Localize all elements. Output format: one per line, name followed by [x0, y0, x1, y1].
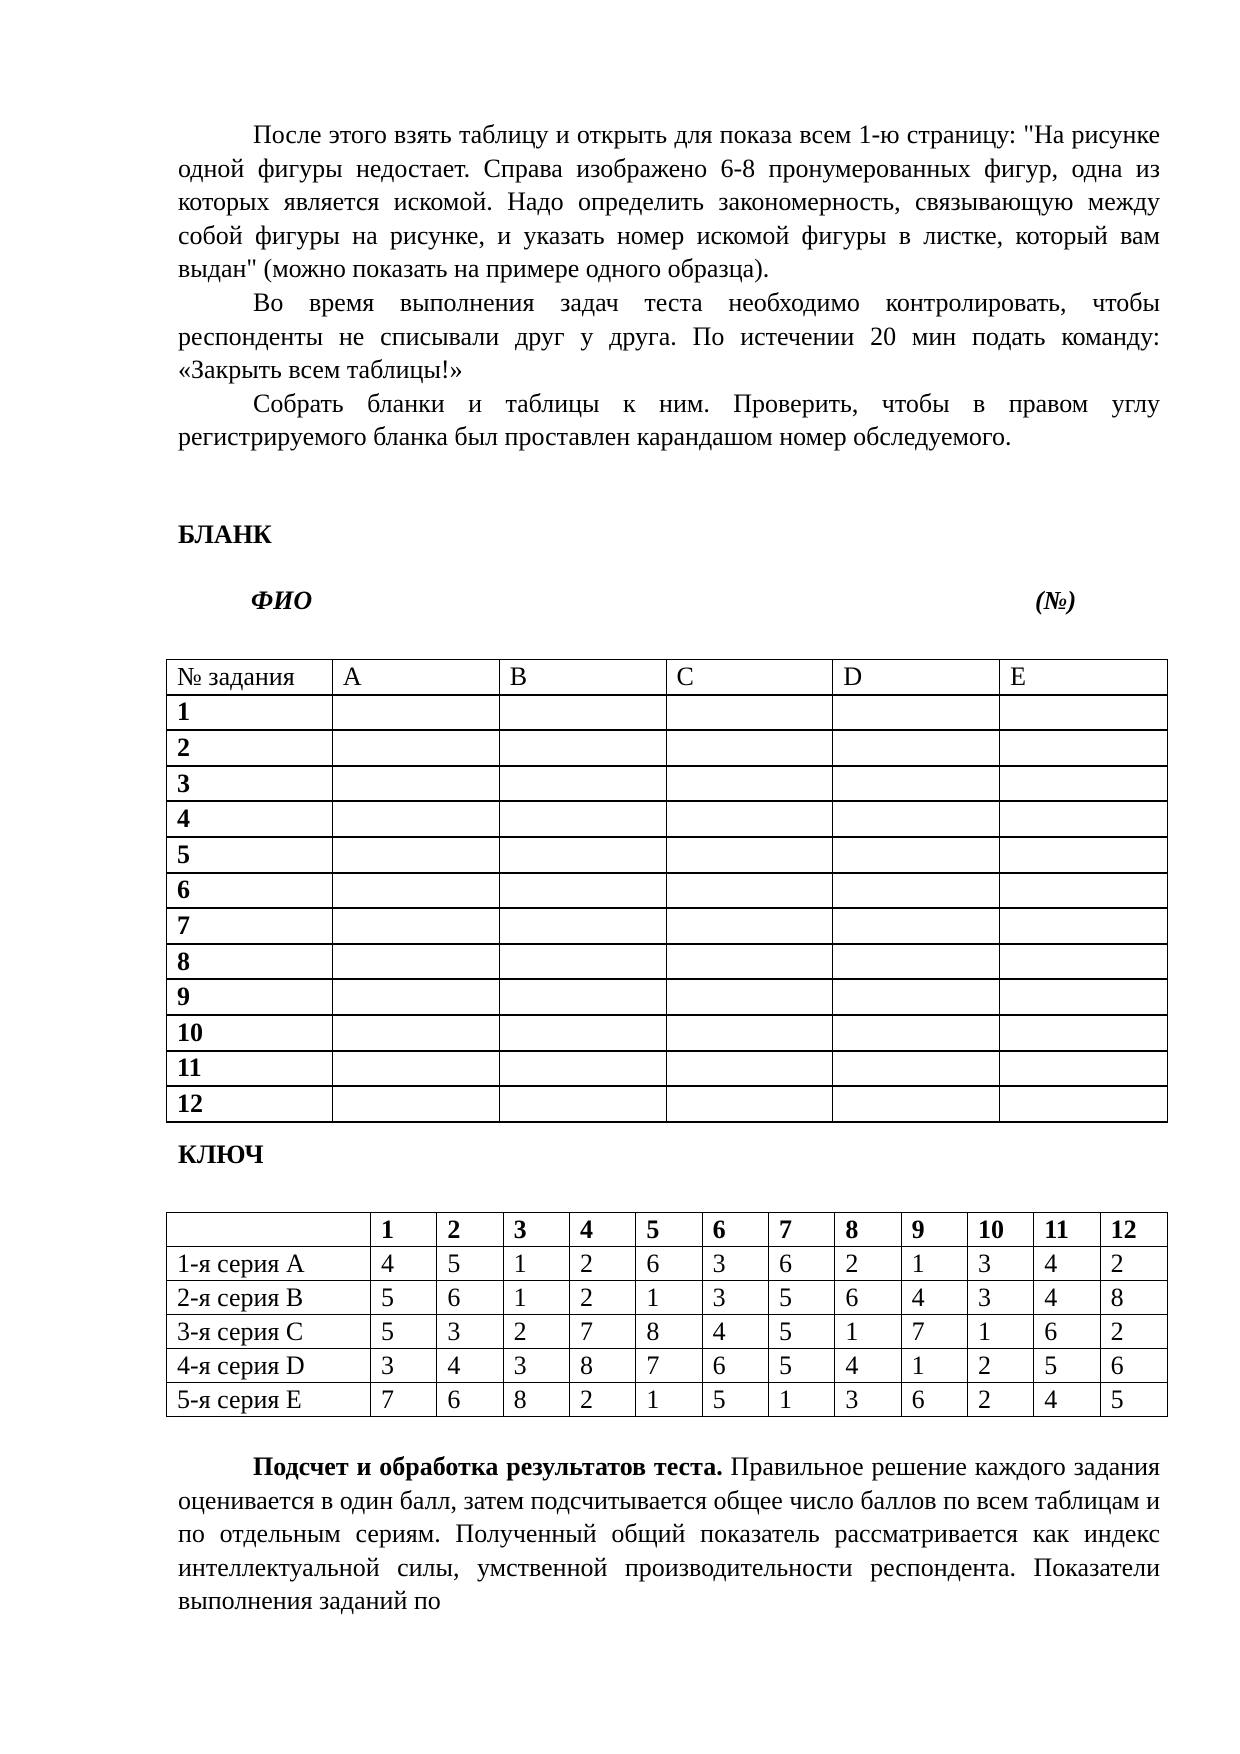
answer-cell-c[interactable]	[666, 873, 833, 909]
series-label: 2-я серия B	[167, 1281, 371, 1315]
series-label: 5-я серия E	[167, 1383, 371, 1417]
task-number: 7	[167, 908, 333, 944]
key-header-task: 10	[967, 1213, 1033, 1247]
answer-cell-e[interactable]	[1000, 1015, 1168, 1051]
answer-sheet-row	[167, 1015, 1168, 1051]
answer-cell-e[interactable]	[1000, 1051, 1168, 1087]
key-header-task: 8	[835, 1213, 901, 1247]
scoring-text: Правильное решение каждого задания оценивается в один балл, затем подсчитывается общее число баллов по всем таблицам и по отдельным сериям. Полученный общий показатель рассматривается как индекс интеллектуальной силы, умственной производительности респондента. Показатели выполнения заданий по	[178, 1452, 1160, 1616]
answer-cell-a[interactable]	[332, 944, 499, 980]
key-value: 6	[901, 1383, 967, 1417]
answer-sheet-row	[167, 801, 1168, 837]
answer-cell-d[interactable]	[833, 1086, 1000, 1122]
task-number: 3	[167, 766, 333, 802]
answer-cell-e[interactable]	[1000, 873, 1168, 909]
key-value: 6	[835, 1281, 901, 1315]
key-value: 6	[636, 1247, 702, 1281]
answer-sheet-table	[166, 659, 1168, 1123]
task-number: 10	[167, 1015, 333, 1051]
key-value: 5	[702, 1383, 768, 1417]
answer-cell-e[interactable]	[1000, 908, 1168, 944]
answer-cell-a[interactable]	[332, 695, 499, 731]
key-title: КЛЮЧ	[178, 1140, 264, 1169]
key-value: 1	[901, 1247, 967, 1281]
answer-cell-b[interactable]	[499, 730, 666, 766]
answer-cell-d[interactable]	[833, 873, 1000, 909]
answer-cell-e[interactable]	[1000, 944, 1168, 980]
answer-cell-d[interactable]	[833, 908, 1000, 944]
key-value: 1	[503, 1281, 569, 1315]
key-value: 3	[702, 1281, 768, 1315]
intro-section	[178, 118, 1160, 454]
answer-cell-c[interactable]	[666, 1086, 833, 1122]
answer-cell-b[interactable]	[499, 944, 666, 980]
answer-cell-b[interactable]	[499, 766, 666, 802]
header-b: B	[499, 660, 666, 695]
key-header-task: 3	[503, 1213, 569, 1247]
key-value: 1	[503, 1247, 569, 1281]
key-value: 4	[1034, 1281, 1100, 1315]
intro-paragraph-3: Собрать бланки и таблицы к ним. Проверить, чтобы в правом углу регистрируемого бланка был проставлен карандашом номер обследуемого.	[178, 388, 1160, 452]
key-header-task: 5	[636, 1213, 702, 1247]
answer-sheet-header-row	[167, 660, 1168, 695]
answer-cell-c[interactable]	[666, 979, 833, 1015]
key-value: 1	[967, 1315, 1033, 1349]
key-value: 6	[1100, 1349, 1167, 1383]
task-number: 12	[167, 1086, 333, 1122]
key-header-task: 9	[901, 1213, 967, 1247]
answer-cell-c[interactable]	[666, 730, 833, 766]
key-header-task: 2	[437, 1213, 503, 1247]
key-value: 3	[437, 1315, 503, 1349]
answer-cell-b[interactable]	[499, 1086, 666, 1122]
answer-cell-b[interactable]	[499, 908, 666, 944]
answer-cell-c[interactable]	[666, 1015, 833, 1051]
key-value: 4	[1034, 1247, 1100, 1281]
series-label: 4-я серия D	[167, 1349, 371, 1383]
key-value: 2	[835, 1247, 901, 1281]
key-value: 2	[967, 1349, 1033, 1383]
key-value: 5	[768, 1281, 834, 1315]
key-row	[167, 1247, 1168, 1281]
answer-cell-e[interactable]	[1000, 979, 1168, 1015]
answer-sheet-row	[167, 730, 1168, 766]
task-number: 9	[167, 979, 333, 1015]
header-d: D	[833, 660, 1000, 695]
answer-sheet-row	[167, 1086, 1168, 1122]
answer-cell-b[interactable]	[499, 873, 666, 909]
task-number: 6	[167, 873, 333, 909]
key-value: 3	[371, 1349, 437, 1383]
answer-cell-d[interactable]	[833, 979, 1000, 1015]
answer-cell-c[interactable]	[666, 908, 833, 944]
answer-cell-d[interactable]	[833, 695, 1000, 731]
key-value: 5	[371, 1281, 437, 1315]
answer-cell-b[interactable]	[499, 837, 666, 873]
key-value: 1	[835, 1315, 901, 1349]
answer-cell-c[interactable]	[666, 944, 833, 980]
key-value: 6	[437, 1281, 503, 1315]
key-value: 7	[570, 1315, 636, 1349]
header-e: E	[1000, 660, 1168, 695]
key-value: 7	[901, 1315, 967, 1349]
key-value: 3	[503, 1349, 569, 1383]
answer-cell-e[interactable]	[1000, 1086, 1168, 1122]
key-value: 6	[702, 1349, 768, 1383]
key-value: 1	[636, 1383, 702, 1417]
answer-cell-c[interactable]	[666, 766, 833, 802]
blank-title: БЛАНК	[178, 520, 272, 549]
answer-sheet-row	[167, 837, 1168, 873]
task-number: 4	[167, 801, 333, 837]
key-value: 4	[437, 1349, 503, 1383]
answer-cell-e[interactable]	[1000, 695, 1168, 731]
key-value: 3	[967, 1281, 1033, 1315]
scoring-paragraph	[178, 1450, 1160, 1618]
answer-cell-a[interactable]	[332, 908, 499, 944]
key-row	[167, 1349, 1168, 1383]
key-value: 4	[1034, 1383, 1100, 1417]
header-a: A	[332, 660, 499, 695]
key-value: 5	[768, 1349, 834, 1383]
key-header-task: 4	[570, 1213, 636, 1247]
key-header-task: 7	[768, 1213, 834, 1247]
key-value: 5	[1100, 1383, 1167, 1417]
task-number: 8	[167, 944, 333, 980]
answer-cell-c[interactable]	[666, 837, 833, 873]
answer-cell-b[interactable]	[499, 979, 666, 1015]
answer-cell-d[interactable]	[833, 766, 1000, 802]
key-value: 6	[1034, 1315, 1100, 1349]
intro-paragraph-2: Во время выполнения задач теста необходимо контролировать, чтобы респонденты не списывали друг у друга. По истечении 20 мин подать команду: «Закрыть всем таблицы!»	[178, 287, 1160, 385]
answer-cell-e[interactable]	[1000, 837, 1168, 873]
key-header-task: 1	[371, 1213, 437, 1247]
fio-label: ФИО	[251, 586, 313, 615]
answer-cell-a[interactable]	[332, 873, 499, 909]
answer-cell-c[interactable]	[666, 801, 833, 837]
key-value: 4	[702, 1315, 768, 1349]
key-value: 8	[636, 1315, 702, 1349]
key-header-task: 12	[1100, 1213, 1167, 1247]
key-value: 2	[570, 1247, 636, 1281]
key-value: 2	[503, 1315, 569, 1349]
answer-cell-a[interactable]	[332, 979, 499, 1015]
key-value: 5	[437, 1247, 503, 1281]
answer-cell-d[interactable]	[833, 1051, 1000, 1087]
key-value: 8	[1100, 1281, 1167, 1315]
answer-cell-a[interactable]	[332, 730, 499, 766]
answer-sheet-row	[167, 695, 1168, 731]
key-header-task: 11	[1034, 1213, 1100, 1247]
key-value: 2	[967, 1383, 1033, 1417]
key-value: 3	[835, 1383, 901, 1417]
answer-cell-a[interactable]	[332, 1051, 499, 1087]
answer-sheet-row	[167, 873, 1168, 909]
answer-cell-e[interactable]	[1000, 766, 1168, 802]
answer-cell-c[interactable]	[666, 695, 833, 731]
key-value: 4	[371, 1247, 437, 1281]
key-header-task: 6	[702, 1213, 768, 1247]
key-value: 4	[901, 1281, 967, 1315]
answer-sheet-row	[167, 766, 1168, 802]
key-value: 6	[437, 1383, 503, 1417]
answer-cell-b[interactable]	[499, 1051, 666, 1087]
answer-sheet-row	[167, 908, 1168, 944]
task-number: 11	[167, 1051, 333, 1087]
number-label: (№)	[1035, 586, 1077, 615]
key-value: 6	[768, 1247, 834, 1281]
task-number: 2	[167, 730, 333, 766]
answer-cell-e[interactable]	[1000, 801, 1168, 837]
key-value: 2	[570, 1383, 636, 1417]
header-c: C	[666, 660, 833, 695]
answer-cell-b[interactable]	[499, 801, 666, 837]
key-value: 8	[503, 1383, 569, 1417]
key-value: 3	[967, 1247, 1033, 1281]
key-value: 2	[570, 1281, 636, 1315]
key-row	[167, 1315, 1168, 1349]
answer-cell-d[interactable]	[833, 944, 1000, 980]
header-task-number: № задания	[167, 660, 333, 695]
answer-cell-a[interactable]	[332, 1015, 499, 1051]
key-value: 5	[768, 1315, 834, 1349]
answer-cell-a[interactable]	[332, 766, 499, 802]
intro-paragraph-1: После этого взять таблицу и открыть для показа всем 1-ю страницу: "На рисунке одной фигуры недостает. Справа изображено 6-8 пронумерованных фигур, одна из которых является искомой. Надо определить закономерность, связывающую между собой фигуры на рисунке, и указать номер искомой фигуры в листке, который вам выдан" (можно показать на примере одного образца).	[178, 120, 1160, 284]
answer-sheet-row	[167, 1051, 1168, 1087]
key-value: 7	[636, 1349, 702, 1383]
key-value: 1	[768, 1383, 834, 1417]
key-value: 7	[371, 1383, 437, 1417]
key-row	[167, 1383, 1168, 1417]
task-number: 5	[167, 837, 333, 873]
key-value: 5	[371, 1315, 437, 1349]
key-header-corner	[167, 1213, 371, 1247]
answer-cell-a[interactable]	[332, 837, 499, 873]
key-value: 3	[702, 1247, 768, 1281]
answer-cell-a[interactable]	[332, 801, 499, 837]
scoring-heading: Подсчет и обработка результатов теста.	[253, 1452, 723, 1481]
key-value: 1	[901, 1349, 967, 1383]
key-value: 2	[1100, 1247, 1167, 1281]
answer-cell-e[interactable]	[1000, 730, 1168, 766]
answer-cell-a[interactable]	[332, 1086, 499, 1122]
key-value: 1	[636, 1281, 702, 1315]
key-value: 2	[1100, 1315, 1167, 1349]
key-value: 4	[835, 1349, 901, 1383]
answer-key-header-row	[167, 1213, 1168, 1247]
key-value: 5	[1034, 1349, 1100, 1383]
answer-cell-d[interactable]	[833, 1015, 1000, 1051]
series-label: 1-я серия A	[167, 1247, 371, 1281]
answer-sheet-row	[167, 979, 1168, 1015]
answer-cell-d[interactable]	[833, 730, 1000, 766]
key-row	[167, 1281, 1168, 1315]
answer-cell-c[interactable]	[666, 1051, 833, 1087]
answer-cell-b[interactable]	[499, 695, 666, 731]
series-label: 3-я серия C	[167, 1315, 371, 1349]
key-value: 8	[570, 1349, 636, 1383]
answer-sheet-row	[167, 944, 1168, 980]
task-number: 1	[167, 695, 333, 731]
answer-cell-b[interactable]	[499, 1015, 666, 1051]
answer-key-table	[166, 1212, 1168, 1417]
answer-cell-d[interactable]	[833, 837, 1000, 873]
answer-cell-d[interactable]	[833, 801, 1000, 837]
